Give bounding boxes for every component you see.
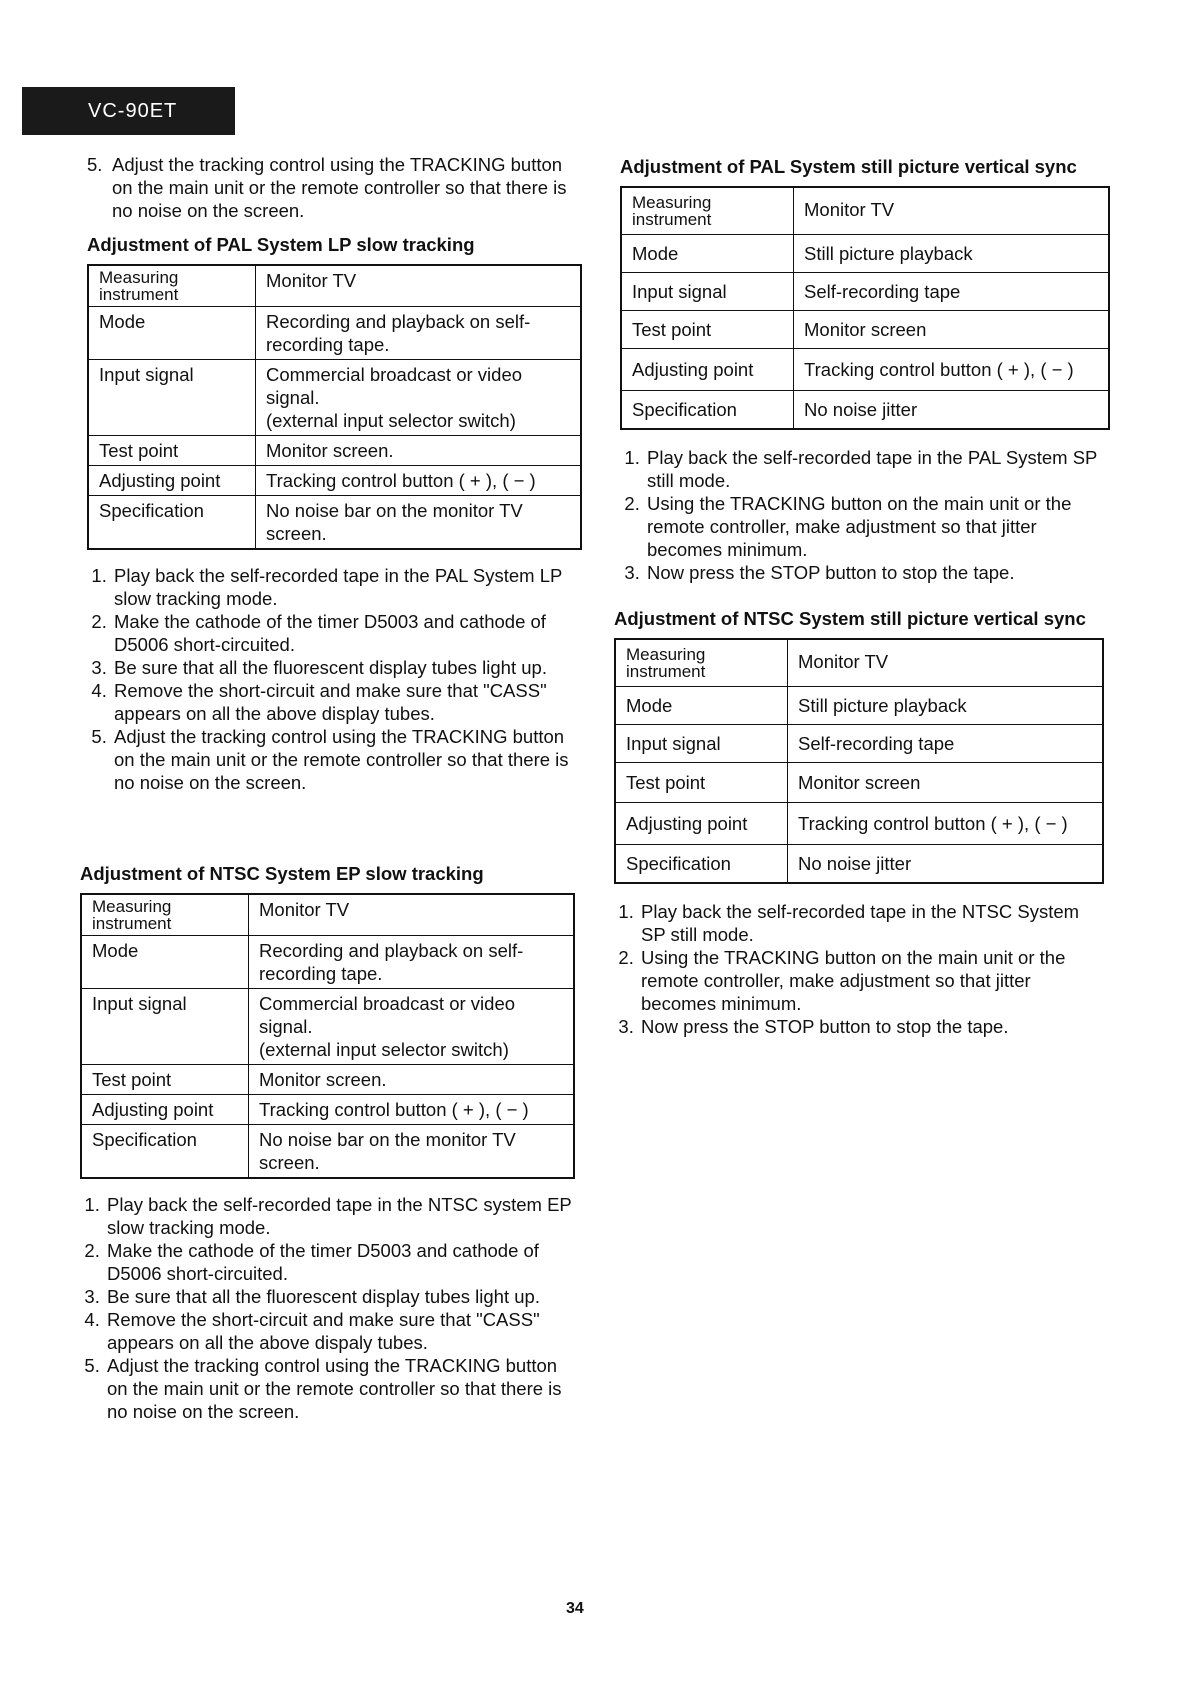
- list-item: 4. Remove the short-circuit and make sure that "CASS" appears on all the above display tubes.: [112, 679, 582, 725]
- table-row: Test point Monitor screen.: [81, 1065, 574, 1095]
- table-row: Test point Monitor screen: [615, 763, 1103, 803]
- list-item: 3. Now press the STOP button to stop the tape.: [645, 561, 1110, 584]
- list-item: 1. Play back the self-recorded tape in the NTSC System SP still mode.: [639, 900, 1104, 946]
- intro-step: 5. Adjust the tracking control using the TRACKING button on the main unit or the remote controller so that there is no noise on the screen.: [87, 154, 567, 221]
- table-row: Adjusting point Tracking control button ( + ), ( − ): [615, 803, 1103, 845]
- steps-list: [80, 1193, 575, 1423]
- pal-still-section: [620, 155, 1110, 584]
- table-row: Test point Monitor screen: [621, 311, 1109, 349]
- spec-table: [614, 638, 1104, 884]
- table-row: Adjusting point Tracking control button ( + ), ( − ): [621, 349, 1109, 391]
- list-item: 5. Adjust the tracking control using the TRACKING button on the main unit or the remote controller so that there is no noise on the screen.: [105, 1354, 575, 1423]
- pal-lp-section: [87, 233, 582, 794]
- table-row: Measuring instrument Monitor TV: [615, 639, 1103, 687]
- model-badge: VC-90ET: [22, 87, 235, 135]
- section-title: Adjustment of PAL System still picture vertical sync: [620, 156, 1077, 177]
- table-row: Specification No noise bar on the monitor TV screen.: [88, 496, 581, 550]
- ntsc-still-section: [614, 607, 1104, 1038]
- table-row: Specification No noise jitter: [615, 845, 1103, 884]
- table-row: Measuring instrument Monitor TV: [621, 187, 1109, 235]
- ntsc-ep-section: [80, 862, 575, 1423]
- table-row: Input signal Commercial broadcast or video signal. (external input selector switch): [88, 360, 581, 436]
- steps-list: [87, 564, 582, 794]
- table-row: Mode Recording and playback on self-recording tape.: [88, 307, 581, 360]
- table-row: Mode Recording and playback on self-recording tape.: [81, 936, 574, 989]
- section-title: Adjustment of PAL System LP slow tracking: [87, 234, 475, 255]
- list-item: 1. Play back the self-recorded tape in the PAL System LP slow tracking mode.: [112, 564, 582, 610]
- section-title: Adjustment of NTSC System EP slow tracking: [80, 863, 484, 884]
- spec-table: [87, 264, 582, 550]
- table-row: Input signal Self-recording tape: [621, 273, 1109, 311]
- table-row: Input signal Commercial broadcast or video signal. (external input selector switch): [81, 989, 574, 1065]
- table-row: Mode Still picture playback: [615, 687, 1103, 725]
- list-item: 2. Make the cathode of the timer D5003 and cathode of D5006 short-circuited.: [112, 610, 582, 656]
- table-row: Test point Monitor screen.: [88, 436, 581, 466]
- table-row: Mode Still picture playback: [621, 235, 1109, 273]
- table-row: Measuring instrument Monitor TV: [81, 894, 574, 936]
- list-item: 1. Play back the self-recorded tape in the PAL System SP still mode.: [645, 446, 1110, 492]
- table-row: Adjusting point Tracking control button ( + ), ( − ): [88, 466, 581, 496]
- page-number: 34: [566, 1600, 584, 1617]
- list-item: 2. Using the TRACKING button on the main unit or the remote controller, make adjustment so that jitter becomes minimum.: [645, 492, 1110, 561]
- section-title: Adjustment of NTSC System still picture vertical sync: [614, 608, 1086, 629]
- list-item: 3. Be sure that all the fluorescent display tubes light up.: [105, 1285, 575, 1308]
- list-item: 1. Play back the self-recorded tape in the NTSC system EP slow tracking mode.: [105, 1193, 575, 1239]
- list-item: 3. Now press the STOP button to stop the tape.: [639, 1015, 1104, 1038]
- steps-list: [620, 446, 1110, 584]
- table-row: Adjusting point Tracking control button ( + ), ( − ): [81, 1095, 574, 1125]
- table-row: Specification No noise bar on the monitor TV screen.: [81, 1125, 574, 1179]
- table-row: Input signal Self-recording tape: [615, 725, 1103, 763]
- left-column: [80, 153, 580, 222]
- list-item: 2. Using the TRACKING button on the main unit or the remote controller, make adjustment so that jitter becomes minimum.: [639, 946, 1104, 1015]
- table-row: Measuring instrument Monitor TV: [88, 265, 581, 307]
- list-item: 4. Remove the short-circuit and make sure that "CASS" appears on all the above dispaly tubes.: [105, 1308, 575, 1354]
- spec-table: [620, 186, 1110, 430]
- list-item: 3. Be sure that all the fluorescent display tubes light up.: [112, 656, 582, 679]
- spec-table: [80, 893, 575, 1179]
- steps-list: [614, 900, 1104, 1038]
- list-item: 2. Make the cathode of the timer D5003 and cathode of D5006 short-circuited.: [105, 1239, 575, 1285]
- list-item: 5. Adjust the tracking control using the TRACKING button on the main unit or the remote controller so that there is no noise on the screen.: [112, 725, 582, 794]
- table-row: Specification No noise jitter: [621, 391, 1109, 430]
